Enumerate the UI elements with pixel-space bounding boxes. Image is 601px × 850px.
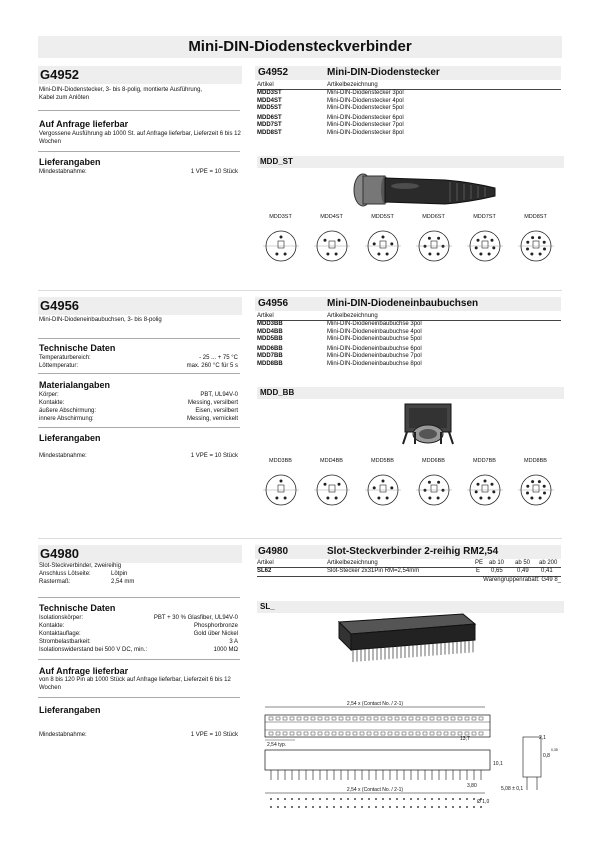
spec-value: - 25 ... + 75 °C xyxy=(199,355,238,361)
divider xyxy=(38,427,240,428)
table-header-row xyxy=(257,560,561,568)
spec-row xyxy=(39,638,238,646)
section-code-g4980: G4980 xyxy=(38,545,242,563)
image-heading: MDD_BB xyxy=(257,387,564,399)
row-name: Mini-DIN-Diodeneinbaubuchse 3pol xyxy=(327,321,422,328)
table-row xyxy=(257,130,561,137)
col-price-200: ab 200 xyxy=(539,560,558,566)
row-code: SL62 xyxy=(257,568,272,575)
divider xyxy=(38,151,240,152)
product-table-header xyxy=(255,66,561,80)
row-name: Mini-DIN-Diodenstecker 7pol xyxy=(327,122,404,129)
tech-heading: Technische Daten xyxy=(39,343,116,353)
table-row xyxy=(257,336,561,343)
tech-heading: Technische Daten xyxy=(39,603,116,613)
spec-value: max. 260 °C für 5 s xyxy=(186,363,238,369)
pinout-diagram-icon xyxy=(312,226,352,266)
dim-top-label: 2,54 x (Contact No. / 2-1) xyxy=(346,701,404,707)
raster-key: Rastermaß: xyxy=(39,579,71,585)
liefer-key: Mindestabnahme: xyxy=(39,453,87,459)
table-rows xyxy=(257,115,561,137)
row-code: MDD5BB xyxy=(257,335,283,342)
product-table xyxy=(257,313,561,368)
material-heading: Materialangaben xyxy=(39,380,111,390)
pinout-strip xyxy=(255,214,561,270)
col-artikel: Artikel xyxy=(257,560,274,566)
table-rows xyxy=(257,346,561,368)
liefer-row xyxy=(39,452,238,460)
liefer-key: Mindestabnahme: xyxy=(39,169,87,175)
row-code: MDD4BB xyxy=(257,328,283,335)
rabatt-text: Warengruppenrabatt: G49 8_ xyxy=(483,576,561,583)
spec-value: Eisen, versilbert xyxy=(195,408,238,414)
pinout-label: MDD6ST xyxy=(422,214,445,220)
material-list xyxy=(39,391,238,423)
spec-row xyxy=(39,415,238,423)
section-divider xyxy=(38,538,562,539)
table-rows xyxy=(257,321,561,343)
divider xyxy=(38,373,240,374)
pinout-diagram-icon xyxy=(465,470,505,510)
pinout-diagram-icon xyxy=(414,470,454,510)
pinout-diagram-icon xyxy=(465,226,505,266)
table-code: G4980 xyxy=(258,546,289,557)
socket-image xyxy=(393,398,463,448)
liefer-heading: Lieferangaben xyxy=(39,433,101,443)
rabatt-row xyxy=(257,577,561,584)
dim-508-label: 5,08 ± 0,1 xyxy=(501,786,524,792)
table-header-row xyxy=(257,313,561,321)
dim-380-label: 3,80 xyxy=(467,783,477,789)
dim-08-label: 0,8 xyxy=(543,753,550,759)
pinout-diagram-icon xyxy=(363,226,403,266)
table-row xyxy=(257,98,561,105)
row-code: MDD7ST xyxy=(257,122,282,129)
anschluss-value: Lötpin xyxy=(111,571,128,577)
dim-bottom-label: 2,54 x (Contact No. / 2-1) xyxy=(346,787,404,793)
spec-row xyxy=(39,614,238,622)
image-heading: MDD_ST xyxy=(257,156,564,168)
spec-value: 1000 MΩ xyxy=(213,647,238,653)
row-name: Mini-DIN-Diodeneinbaubuchse 7pol xyxy=(327,353,422,360)
pinout-label: MDD5ST xyxy=(371,214,394,220)
dim-035-label: 0,35 xyxy=(551,748,558,752)
pinout-diagram-icon xyxy=(363,470,403,510)
pinout-label: MDD5BB xyxy=(371,458,394,464)
row-code: MDD4ST xyxy=(257,97,282,104)
table-row xyxy=(257,346,561,353)
divider xyxy=(38,659,240,660)
spec-row xyxy=(39,362,238,370)
spec-row xyxy=(39,646,238,654)
pinout-label: MDD8BB xyxy=(524,458,547,464)
section-divider xyxy=(38,290,562,291)
pinout-label: MDD4BB xyxy=(320,458,343,464)
row-name: Mini-DIN-Diodeneinbaubuchse 4pol xyxy=(327,328,422,335)
table-row xyxy=(257,90,561,97)
col-price-10: ab 10 xyxy=(489,560,505,566)
col-bezeichnung: Artikelbezeichnung xyxy=(327,82,378,88)
tech-list xyxy=(39,354,238,370)
table-row xyxy=(257,353,561,360)
liefer-value: 1 VPE = 10 Stück xyxy=(190,169,238,175)
spec-key: Strombelastbarkeit: xyxy=(39,639,91,645)
pinout-label: MDD8ST xyxy=(524,214,547,220)
dim-21-label: 2,1 xyxy=(539,735,546,741)
liefer-heading: Lieferangaben xyxy=(39,705,101,715)
table-row xyxy=(257,361,561,368)
spec-row xyxy=(39,354,238,362)
pinout-label: MDD6BB xyxy=(422,458,445,464)
spec-key: Körper: xyxy=(39,392,59,398)
table-header-row xyxy=(257,82,561,90)
pinout-diagram-icon xyxy=(261,226,301,266)
pinout-label: MDD3BB xyxy=(269,458,292,464)
dim-typ-label: 2,54 typ. xyxy=(267,742,287,748)
section-code-g4956: G4956 xyxy=(38,297,242,315)
pinout-strip xyxy=(255,458,561,516)
divider xyxy=(38,338,240,339)
spec-key: Löttemperatur: xyxy=(39,363,79,369)
liefer-heading: Lieferangaben xyxy=(39,157,101,167)
plug-image xyxy=(345,168,505,212)
section-description: Mini-DIN-Diodeneinbaubuchsen, 3- bis 8-polig xyxy=(39,317,162,323)
spec-row xyxy=(39,630,238,638)
row-pe: E xyxy=(476,568,481,575)
col-artikel: Artikel xyxy=(257,313,274,319)
row-code: MDD8BB xyxy=(257,360,283,367)
table-code: G4952 xyxy=(258,67,289,78)
section-code-g4952: G4952 xyxy=(38,66,242,84)
table-rows xyxy=(257,90,561,112)
table-row xyxy=(257,122,561,129)
product-table-header xyxy=(255,545,561,559)
table-row xyxy=(257,105,561,112)
section-description: Mini-DIN-Diodenstecker, 3- bis 8-polig, montierte Ausführung, Kabel zum Anlöten xyxy=(39,87,203,101)
product-table-header xyxy=(255,297,561,311)
spec-key: Isolationskörper: xyxy=(39,615,84,621)
spec-row xyxy=(39,622,238,630)
table-row xyxy=(257,321,561,328)
raster-value: 2,54 mm xyxy=(111,579,135,585)
pinout-label: MDD7BB xyxy=(473,458,496,464)
row-name: Mini-DIN-Diodeneinbaubuchse 6pol xyxy=(327,346,422,353)
row-name: Slot-Stecker 2x31Pin RM=2,54mm xyxy=(327,568,420,575)
row-name: Mini-DIN-Diodeneinbaubuchse 8pol xyxy=(327,360,422,367)
spec-key: Kontakte: xyxy=(39,623,65,629)
row-code: MDD7BB xyxy=(257,353,283,360)
liefer-row xyxy=(39,168,238,176)
price-200: 0,41 xyxy=(541,568,553,575)
slot-connector-image xyxy=(335,612,480,668)
spec-value: Messing, versilbert xyxy=(187,400,238,406)
divider xyxy=(38,110,240,111)
row-code: MDD6ST xyxy=(257,115,282,122)
anschluss-row xyxy=(39,570,179,578)
dim-137-label: 13,7 xyxy=(460,736,470,742)
pinout-label: MDD4ST xyxy=(320,214,343,220)
technical-drawing xyxy=(255,695,561,830)
pinout-label: MDD7ST xyxy=(473,214,496,220)
dim-diameter-label: Ø 1,0 xyxy=(477,799,490,805)
row-name: Mini-DIN-Diodenstecker 6pol xyxy=(327,115,404,122)
col-bezeichnung: Artikelbezeichnung xyxy=(327,560,378,566)
liefer-row xyxy=(39,731,238,739)
col-artikel: Artikel xyxy=(257,82,274,88)
table-name: Slot-Steckverbinder 2-reihig RM2,54 xyxy=(327,546,499,557)
page-title: Mini-DIN-Diodensteckverbinder xyxy=(38,36,562,58)
dim-101-label: 10,1 xyxy=(493,761,503,767)
col-price-50: ab 50 xyxy=(515,560,531,566)
spec-value: Phosphorbronze xyxy=(193,623,238,629)
row-code: MDD3ST xyxy=(257,90,282,97)
image-heading: SL_ xyxy=(257,601,564,613)
spec-key: innere Abschirmung: xyxy=(39,416,94,422)
anfrage-text: von 8 bis 120 Pin ab 1000 Stück auf Anfrage lieferbar, Lieferzeit 6 bis 12 Wochen xyxy=(39,677,231,691)
spec-value: Messing, vernickelt xyxy=(186,416,238,422)
spec-value: 3 A xyxy=(229,639,238,645)
anfrage-heading: Auf Anfrage lieferbar xyxy=(39,666,129,676)
spec-key: äußere Abschirmung: xyxy=(39,408,97,414)
divider xyxy=(38,697,240,698)
row-name: Mini-DIN-Diodeneinbaubuchse 5pol xyxy=(327,335,422,342)
liefer-value: 1 VPE = 10 Stück xyxy=(190,453,238,459)
pinout-diagram-icon xyxy=(261,470,301,510)
table-name: Mini-DIN-Diodenstecker xyxy=(327,67,440,78)
liefer-key: Mindestabnahme: xyxy=(39,732,87,738)
spec-key: Temperaturbereich: xyxy=(39,355,91,361)
spec-key: Kontakte: xyxy=(39,400,65,406)
spec-row xyxy=(39,399,238,407)
section-description: Slot-Steckverbinder, zweireihig xyxy=(39,563,122,569)
col-bezeichnung: Artikelbezeichnung xyxy=(327,313,378,319)
anschluss-key: Anschluss Lötseite: xyxy=(39,571,91,577)
pinout-diagram-icon xyxy=(516,470,556,510)
anfrage-heading: Auf Anfrage lieferbar xyxy=(39,119,129,129)
row-code: MDD3BB xyxy=(257,321,283,328)
raster-row xyxy=(39,578,179,586)
tech-list xyxy=(39,614,238,654)
spec-row xyxy=(39,391,238,399)
table-name: Mini-DIN-Diodeneinbaubuchsen xyxy=(327,298,479,309)
row-code: MDD5ST xyxy=(257,104,282,111)
spec-key: Kontaktauflage: xyxy=(39,631,81,637)
price-10: 0,65 xyxy=(491,568,503,575)
table-row xyxy=(257,115,561,122)
table-row xyxy=(257,329,561,336)
row-name: Mini-DIN-Diodenstecker 4pol xyxy=(327,97,404,104)
row-name: Mini-DIN-Diodenstecker 3pol xyxy=(327,90,404,97)
spec-value: PBT + 30 % Glasfiber, UL94V-0 xyxy=(153,615,238,621)
table-row xyxy=(257,568,561,576)
spec-value: PBT, UL94V-0 xyxy=(200,392,238,398)
row-name: Mini-DIN-Diodenstecker 5pol xyxy=(327,104,404,111)
table-code: G4956 xyxy=(258,298,289,309)
pinout-diagram-icon xyxy=(414,226,454,266)
row-name: Mini-DIN-Diodenstecker 8pol xyxy=(327,129,404,136)
anfrage-text: Vergossene Ausführung ab 1000 St. auf Anfrage lieferbar, Lieferzeit 6 bis 12 Wochen xyxy=(39,131,241,145)
price-table xyxy=(257,560,561,584)
liefer-value: 1 VPE = 10 Stück xyxy=(190,732,238,738)
spec-key: Isolationswiderstand bei 500 V DC, min.: xyxy=(39,647,148,653)
product-table xyxy=(257,82,561,137)
price-50: 0,49 xyxy=(517,568,529,575)
row-code: MDD8ST xyxy=(257,129,282,136)
pinout-diagram-icon xyxy=(516,226,556,266)
divider xyxy=(38,597,240,598)
row-code: MDD6BB xyxy=(257,346,283,353)
pinout-diagram-icon xyxy=(312,470,352,510)
spec-row xyxy=(39,407,238,415)
spec-value: Gold über Nickel xyxy=(193,631,238,637)
pinout-label: MDD3ST xyxy=(269,214,292,220)
col-pe: PE xyxy=(475,560,484,566)
